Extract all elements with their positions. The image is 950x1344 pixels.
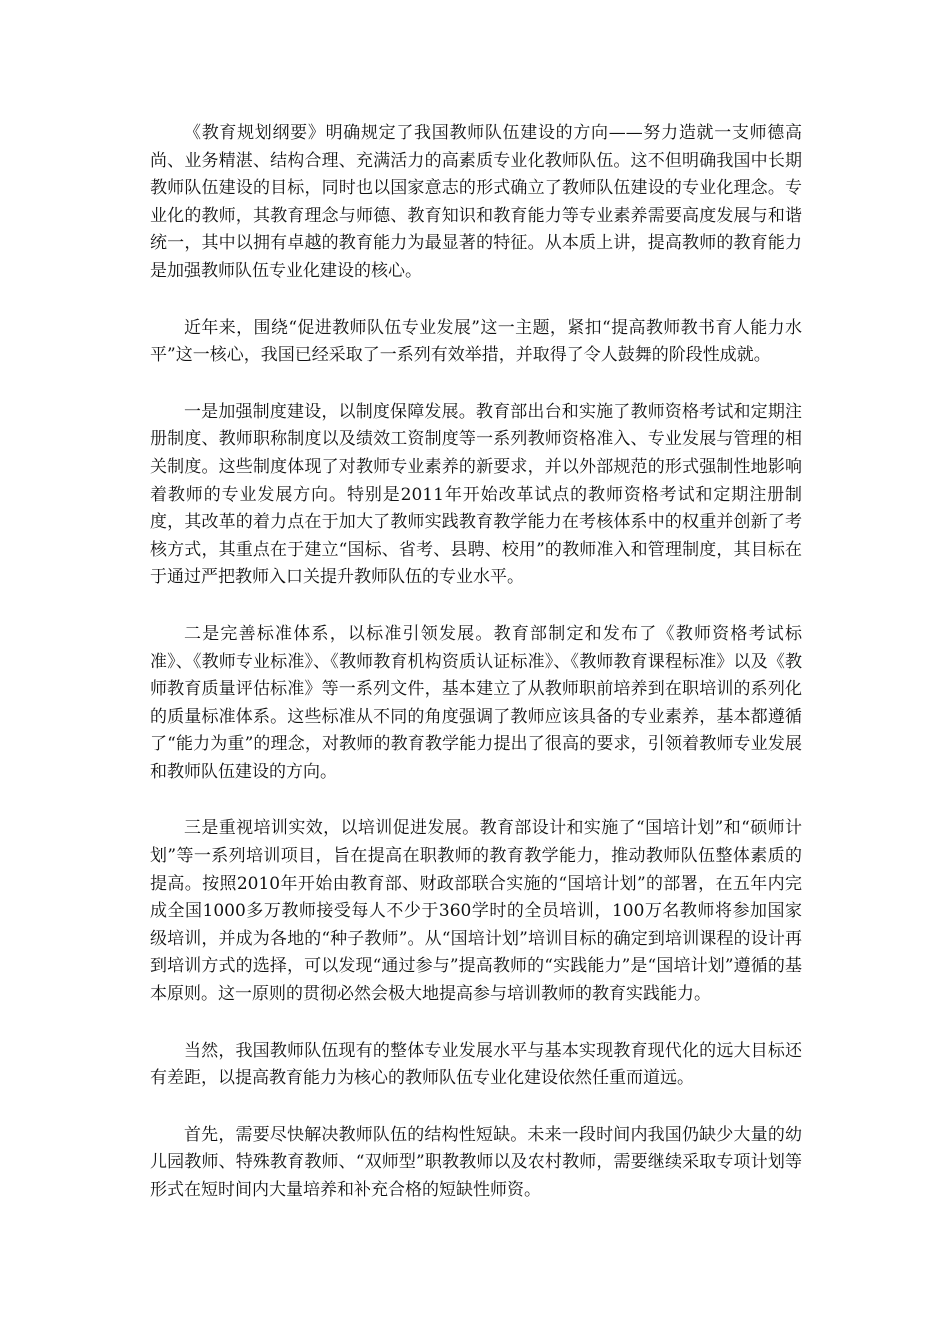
paragraph-1: 《教育规划纲要》明确规定了我国教师队伍建设的方向——努力造就一支师德高尚、业务精湛、结构合理、充满活力的高素质专业化教师队伍。这不但明确我国中长期教师队伍建设的目标，同时也以国家意志的形式确立了教师队伍建设的专业化理念。专业化的教师，其教育理念与师德、教育知识和教育能力等专业素养需要高度发展与和谐统一，其中以拥有卓越的教育能力为最显著的特征。从本质上讲，提高教师的教育能力是加强教师队伍专业化建设的核心。 (150, 123, 802, 281)
paragraph-2: 近年来，围绕“促进教师队伍专业发展”这一主题，紧扣“提高教师教书育人能力水平”这一核心，我国已经采取了一系列有效举措，并取得了令人鼓舞的阶段性成就。 (150, 317, 802, 366)
paragraph-7: 首先，需要尽快解决教师队伍的结构性短缺。未来一段时间内我国仍缺少大量的幼儿园教师、特殊教育教师、“双师型”职教教师以及农村教师，需要继续采取专项计划等形式在短时间内大量培养和补充合格的短缺性师资。 (150, 1124, 802, 1200)
document-body (150, 120, 802, 1234)
paragraph-5: 三是重视培训实效，以培训促进发展。教育部设计和实施了“国培计划”和“硕师计划”等一系列培训项目，旨在提高在职教师的教育教学能力，推动教师队伍整体素质的提高。按照2010年开始由教育部、财政部联合实施的“国培计划”的部署，在五年内完成全国1000多万教师接受每人不少于360学时的全员培训，100万名教师将参加国家级培训，并成为各地的“种子教师”。从“国培计划”培训目标的确定到培训课程的设计再到培训方式的选择，可以发现“通过参与”提高教师的“实践能力”是“国培计划”遵循的基本原则。这一原则的贯彻必然会极大地提高参与培训教师的教育实践能力。 (150, 818, 802, 1005)
paragraph-4: 二是完善标准体系，以标准引领发展。教育部制定和发布了《教师资格考试标准》、《教师专业标准》、《教师教育机构资质认证标准》、《教师教育课程标准》以及《教师教育质量评估标准》等一系列文件，基本建立了从教师职前培养到在职培训的系列化的质量标准体系。这些标准从不同的角度强调了教师应该具备的专业素养，基本都遵循了“能力为重”的理念，对教师的教育教学能力提出了很高的要求，引领着教师专业发展和教师队伍建设的方向。 (150, 623, 802, 782)
paragraph-6: 当然，我国教师队伍现有的整体专业发展水平与基本实现教育现代化的远大目标还有差距，以提高教育能力为核心的教师队伍专业化建设依然任重而道远。 (150, 1040, 802, 1089)
paragraph-3: 一是加强制度建设，以制度保障发展。教育部出台和实施了教师资格考试和定期注册制度、教师职称制度以及绩效工资制度等一系列教师资格准入、专业发展与管理的相关制度。这些制度体现了对教师专业素养的新要求，并以外部规范的形式强制性地影响着教师的专业发展方向。特别是2011年开始改革试点的教师资格考试和定期注册制度，其改革的着力点在于加大了教师实践教育教学能力在考核体系中的权重并创新了考核方式，其重点在于建立“国标、省考、县聘、校用”的教师准入和管理制度，其目标在于通过严把教师入口关提升教师队伍的专业水平。 (150, 401, 802, 588)
